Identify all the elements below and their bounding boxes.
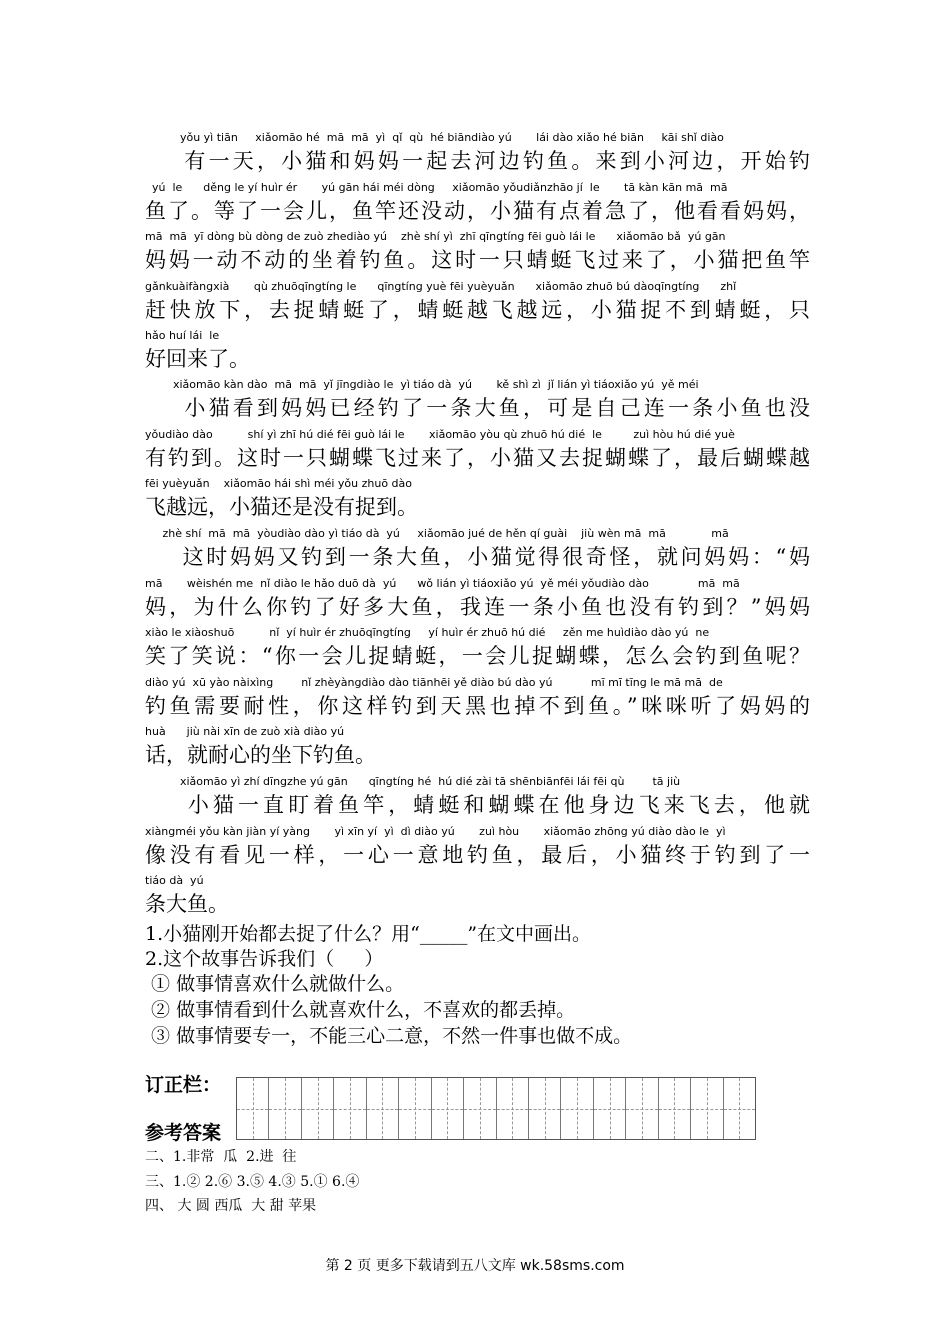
pinyin-row: yú le děng le yí huìr ér yú gān hái méi dòng xiǎomāo yǒudiǎnzhāo jí le tā kàn kān mā mā (145, 180, 728, 194)
answer-line-3: 三、1.② 2.⑥ 3.⑤ 4.③ 5.① 6.④ (145, 1174, 360, 1190)
story-line (145, 180, 810, 228)
pinyin-row: tiáo dà yú (145, 874, 204, 887)
story-line (145, 427, 810, 475)
hanzi-row: 像没有看见一样，一心一意地钓鱼，最后，小猫终于钓到了一 (145, 842, 810, 867)
hanzi-row: 笑了笑说：“你一会儿捉蜻蜓，一会儿捉蝴蝶，怎么会钓到鱼呢？ (145, 644, 810, 668)
story-line (145, 328, 810, 376)
grid-cell[interactable] (302, 1078, 334, 1139)
hanzi-row: 小猫看到妈妈已经钓了一条大鱼，可是自己连一条小鱼也没 (145, 396, 810, 420)
pinyin-row: mā wèishén me nǐ diào le hǎo duō dà yú wǒ lián yì tiáoxiǎo yú yě méi yǒudiào dào mā mā (145, 576, 740, 590)
story-line (145, 824, 810, 872)
hanzi-row: 妈，为什么你钓了好多大鱼，我连一条小鱼也没有钓到？”妈妈 (145, 594, 810, 619)
story-line (145, 229, 810, 277)
pinyin-row: yǒudiào dào shí yì zhī hú dié fēi guò lái le xiǎomāo yòu qù zhuō hú dié le zuì hòu hú dié yuè (145, 427, 735, 441)
grid-cell[interactable] (237, 1078, 269, 1139)
grid-cell[interactable] (594, 1078, 626, 1139)
grid-cell[interactable] (464, 1078, 496, 1139)
grid-cell[interactable] (659, 1078, 691, 1139)
hanzi-row: 有一天，小猫和妈妈一起去河边钓鱼。来到小河边，开始钓 (145, 149, 810, 173)
story-line (145, 873, 810, 921)
pinyin-row: xiàngméi yǒu kàn jiàn yí yàng yì xīn yí yì dì diào yú zuì hòu xiǎomāo zhōng yú diào dào le yì (145, 824, 726, 838)
pinyin-row: zhè shí mā mā yòudiào dào yì tiáo dà yú xiǎomāo jué de hěn qí guài jiù wèn mā mā mā (145, 527, 729, 540)
pinyin-row: xiǎomāo yì zhí dīngzhe yú gān qīngtíng hé hú dié zài tā shēnbiānfēi lái fēi qù tā jiù (145, 775, 681, 788)
story-line (145, 279, 810, 327)
pinyin-row: gǎnkuàifàngxià qù zhuōqīngtíng le qīngtíng yuè fēi yuèyuǎn xiǎomāo zhuō bú dàoqīngtíng zhǐ (145, 279, 737, 293)
grid-cell[interactable] (529, 1078, 561, 1139)
pinyin-row: xiǎomāo kàn dào mā mā yǐ jīngdiào le yì tiáo dà yú kě shì zì jǐ lián yì tiáoxiǎo yú yě méi (145, 378, 699, 391)
question-2: 2.这个故事告诉我们（ ） (145, 948, 384, 970)
hanzi-row: 好回来了。 (145, 347, 250, 371)
grid-cell[interactable] (724, 1078, 755, 1139)
pinyin-row: yǒu yì tiān xiǎomāo hé mā mā yì qǐ qù hé biāndiào yú lái dào xiǎo hé biān kāi shǐ diào (145, 131, 724, 144)
story-line (145, 476, 810, 524)
pinyin-row: diào yú xū yào nàixìng nǐ zhèyàngdiào dào tiānhēi yě diào bú dào yú mī mī tīng le mā mā de (145, 675, 723, 689)
grid-cell[interactable] (367, 1078, 399, 1139)
question-2-option-2: ② 做事情看到什么就喜欢什么，不喜欢的都丢掉。 (145, 999, 576, 1021)
question-2-option-3: ③ 做事情要专一，不能三心二意，不然一件事也做不成。 (145, 1025, 633, 1047)
story-line (145, 675, 810, 723)
answer-line-2: 二、1.非常 瓜 2.进 往 (145, 1149, 297, 1165)
correction-grid[interactable] (236, 1077, 756, 1140)
grid-cell[interactable] (561, 1078, 593, 1139)
page-footer: 第 2 页 更多下载请到五八文库 wk.58sms.com (325, 1258, 625, 1274)
hanzi-row: 话，就耐心的坐下钓鱼。 (145, 743, 376, 767)
story-line (145, 130, 810, 178)
grid-cell[interactable] (626, 1078, 658, 1139)
grid-cell[interactable] (432, 1078, 464, 1139)
hanzi-row: 这时妈妈又钓到一条大鱼，小猫觉得很奇怪，就问妈妈：“妈 (145, 545, 810, 569)
answers-heading: 参考答案 (145, 1122, 222, 1144)
hanzi-row: 小猫一直盯着鱼竿，蜻蜓和蝴蝶在他身边飞来飞去，他就 (145, 793, 810, 817)
question-2-option-1: ① 做事情喜欢什么就做什么。 (145, 973, 405, 995)
pinyin-row: mā mā yī dòng bù dòng de zuò zhediào yú zhè shí yì zhī qīngtíng fēi guò lái le xiǎomāo bǎ yú gān (145, 230, 726, 243)
grid-cell[interactable] (269, 1078, 301, 1139)
story-line (145, 526, 810, 574)
hanzi-row: 赶快放下，去捉蜻蜓了，蜻蜓越飞越远，小猫捉不到蜻蜓，只 (145, 297, 810, 322)
answer-line-4: 四、 大 圆 西瓜 大 甜 苹果 (145, 1198, 317, 1214)
pinyin-row: fēi yuèyuǎn xiǎomāo hái shì méi yǒu zhuō dào (145, 477, 413, 490)
hanzi-row: 条大鱼。 (145, 892, 229, 916)
grid-cell[interactable] (497, 1078, 529, 1139)
story-line (145, 774, 810, 822)
grid-cell[interactable] (691, 1078, 723, 1139)
pinyin-row: hǎo huí lái le (145, 329, 220, 342)
story-line (145, 377, 810, 425)
question-1: 1.小猫刚开始都去捉了什么？用“_____”在文中画出。 (145, 923, 592, 945)
hanzi-row: 飞越远，小猫还是没有捉到。 (145, 495, 418, 519)
grid-cell[interactable] (334, 1078, 366, 1139)
hanzi-row: 妈妈一动不动的坐着钓鱼。这时一只蜻蜓飞过来了，小猫把鱼竿 (145, 248, 810, 272)
correction-label: 订正栏： (145, 1074, 222, 1096)
pinyin-row: huà jiù nài xīn de zuò xià diào yú (145, 725, 345, 738)
hanzi-row: 有钓到。这时一只蝴蝶飞过来了，小猫又去捉蝴蝶了，最后蝴蝶越 (145, 445, 810, 470)
story-line (145, 576, 810, 624)
story-line (145, 625, 810, 673)
hanzi-row: 钓鱼需要耐性，你这样钓到天黑也掉不到鱼。”咪咪听了妈妈的 (145, 693, 810, 718)
story-line (145, 724, 810, 772)
hanzi-row: 鱼了。等了一会儿，鱼竿还没动，小猫有点着急了，他看看妈妈， (145, 198, 810, 223)
grid-cell[interactable] (399, 1078, 431, 1139)
pinyin-row: xiào le xiàoshuō nǐ yí huìr ér zhuōqīngtíng yí huìr ér zhuō hú dié zěn me huìdiào dào yú ne (145, 626, 710, 639)
